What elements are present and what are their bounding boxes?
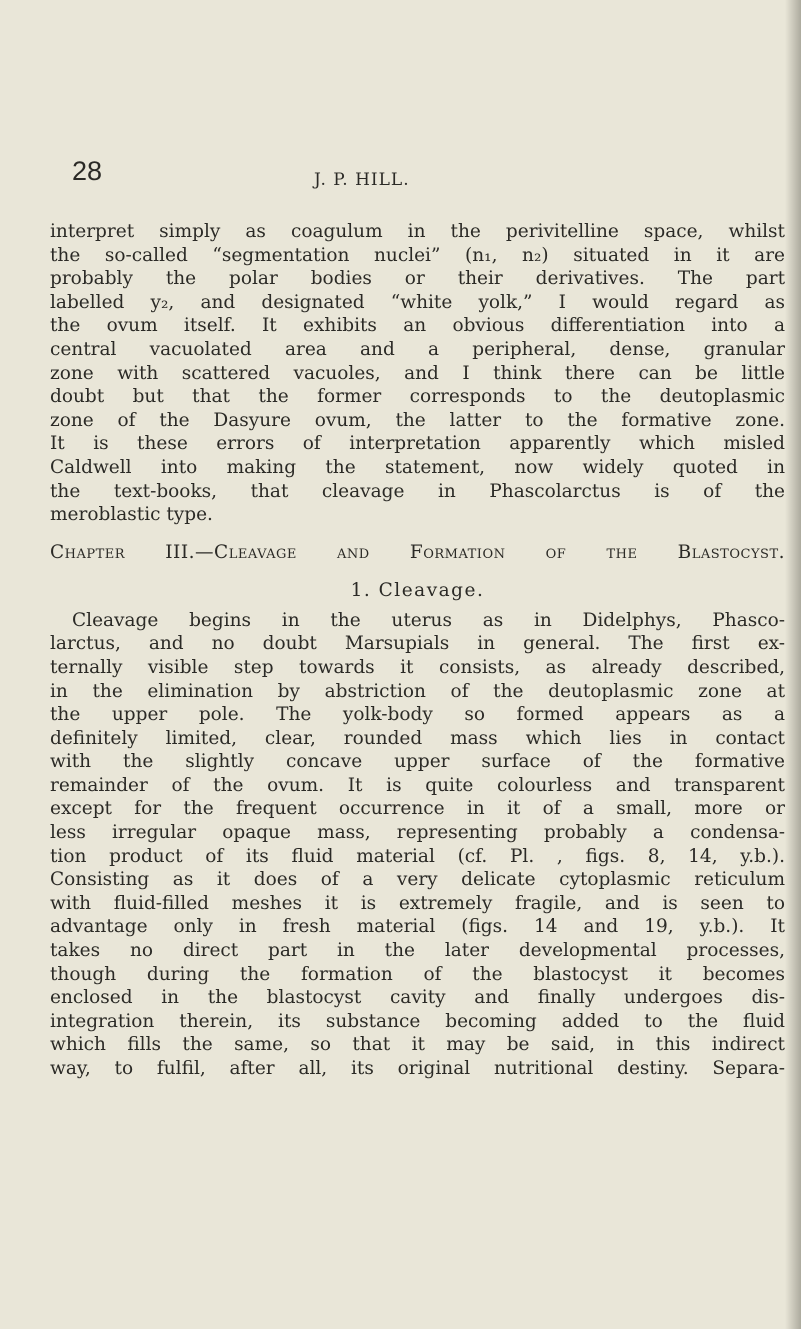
text-line: the upper pole. The yolk-body so formed appears as a xyxy=(50,704,785,726)
text-line: less irregular opaque mass, representing probably a condensa- xyxy=(50,822,785,844)
text-line: the text-books, that cleavage in Phascolarctus is of the xyxy=(50,480,785,502)
text-line: advantage only in fresh material (figs. 14 and 19, y.b.). It xyxy=(50,916,785,938)
text-line: in the elimination by abstriction of the deutoplasmic zone at xyxy=(50,680,785,702)
section-heading: 1. Cleavage. xyxy=(350,579,485,601)
text-line: definitely limited, clear, rounded mass which lies in contact xyxy=(50,727,785,749)
text-line: It is these errors of interpretation apparently which misled xyxy=(50,433,785,455)
paragraph-2 xyxy=(50,609,785,1081)
text-line: remainder of the ovum. It is quite colourless and transparent xyxy=(50,774,785,796)
page-edge-shadow xyxy=(785,0,801,1329)
text-line: with the slightly concave upper surface of the formative xyxy=(50,751,785,773)
body-text xyxy=(50,220,785,1081)
page-number: 28 xyxy=(72,156,103,186)
text-line: labelled y₂, and designated “white yolk,” I would regard as xyxy=(50,291,785,313)
text-line: the ovum itself. It exhibits an obvious differentiation into a xyxy=(50,315,785,337)
text-line: way, to fulfil, after all, its original nutritional destiny. Separa- xyxy=(50,1058,785,1079)
text-line: doubt but that the former corresponds to the deutoplasmic xyxy=(50,386,785,408)
paragraph-1 xyxy=(50,220,785,527)
text-line: with fluid-filled meshes it is extremely fragile, and is seen to xyxy=(50,892,785,914)
text-line: enclosed in the blastocyst cavity and finally undergoes dis- xyxy=(50,987,785,1009)
text-line: Consisting as it does of a very delicate cytoplasmic reticulum xyxy=(50,869,785,891)
text-line: interpret simply as coagulum in the perivitelline space, whilst xyxy=(50,221,785,242)
text-line: meroblastic type. xyxy=(50,504,213,526)
text-line: zone of the Dasyure ovum, the latter to the formative zone. xyxy=(50,409,785,431)
text-line: though during the formation of the blastocyst it becomes xyxy=(50,963,785,985)
running-head xyxy=(72,156,772,196)
text-line: tion product of its fluid material (cf. Pl. , figs. 8, 14, y.b.). xyxy=(50,845,785,867)
text-line: probably the polar bodies or their derivatives. The part xyxy=(50,268,785,290)
text-line: except for the frequent occurrence in it of a small, more or xyxy=(50,798,785,820)
chapter-heading: Chapter III.—Cleavage and Formation of the Blastocyst. xyxy=(50,541,785,563)
text-line: takes no direct part in the later developmental processes, xyxy=(50,940,785,962)
text-line: zone with scattered vacuoles, and I think there can be little xyxy=(50,362,785,384)
text-line: ternally visible step towards it consists, as already described, xyxy=(50,656,785,678)
running-head-author: J. P. HILL. xyxy=(314,170,410,190)
text-line: integration therein, its substance becoming added to the fluid xyxy=(50,1010,785,1032)
text-line: Cleavage begins in the uterus as in Didelphys, Phasco- xyxy=(72,609,785,631)
text-line: Caldwell into making the statement, now widely quoted in xyxy=(50,456,785,478)
text-line: larctus, and no doubt Marsupials in general. The first ex- xyxy=(50,633,785,655)
text-line: the so-called “segmentation nuclei” (n₁, n₂) situated in it are xyxy=(50,244,785,266)
text-line: which fills the same, so that it may be said, in this indirect xyxy=(50,1034,785,1056)
text-line: central vacuolated area and a peripheral, dense, granular xyxy=(50,338,785,360)
